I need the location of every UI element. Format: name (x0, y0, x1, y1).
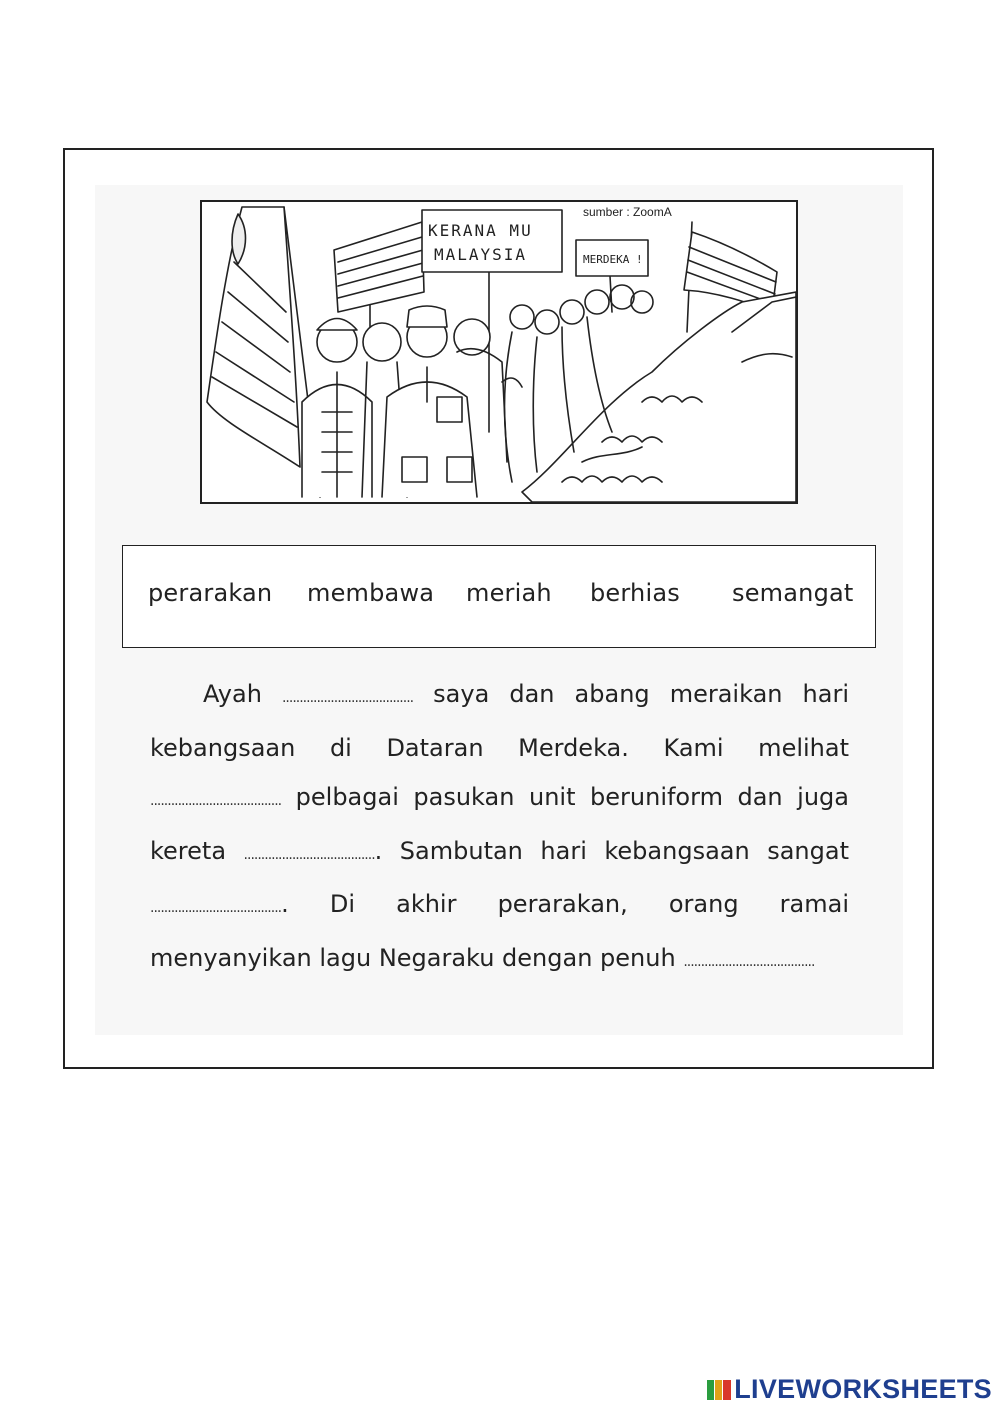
word-option[interactable]: berhias (590, 579, 680, 607)
cloze-passage (150, 670, 849, 987)
banner-text-1: KERANA MU (428, 221, 533, 240)
image-credit: sumber : ZoomA (583, 205, 672, 219)
passage-text: . Sambutan hari kebangsaan sangat (374, 836, 849, 865)
word-bank (122, 545, 876, 648)
answer-blank-1[interactable]: ...................................... (281, 690, 414, 706)
parade-drawing (202, 202, 796, 502)
word-option[interactable]: meriah (466, 579, 552, 607)
passage-text: . Di akhir perarakan, orang ramai menyanyikan lagu Negaraku dengan penuh (150, 890, 849, 972)
answer-blank-5[interactable]: ...................................... (683, 953, 815, 970)
word-option[interactable]: membawa (307, 579, 435, 607)
merdeka-sign-text: MERDEKA ! (583, 253, 643, 266)
answer-blank-3[interactable]: ...................................... (243, 846, 375, 863)
merdeka-parade-illustration (200, 200, 798, 504)
banner-text-2: MALAYSIA (434, 245, 528, 264)
answer-blank-4[interactable]: ...................................... (150, 900, 282, 916)
liveworksheets-logo[interactable] (706, 1374, 992, 1405)
word-option[interactable]: perarakan (148, 579, 273, 607)
passage-text: Ayah (203, 680, 282, 708)
word-option[interactable]: semangat (732, 579, 854, 607)
answer-blank-2[interactable]: ...................................... (150, 793, 282, 809)
passage-text: saya dan abang meraikan hari kebangsaan di Dataran Merdeka. Kami melihat (150, 680, 850, 762)
passage-text: pelbagai pasukan unit beruniform dan juga kereta (150, 783, 849, 865)
brand-text: LIVEWORKSHEETS (734, 1374, 992, 1404)
logo-icon (706, 1378, 732, 1402)
